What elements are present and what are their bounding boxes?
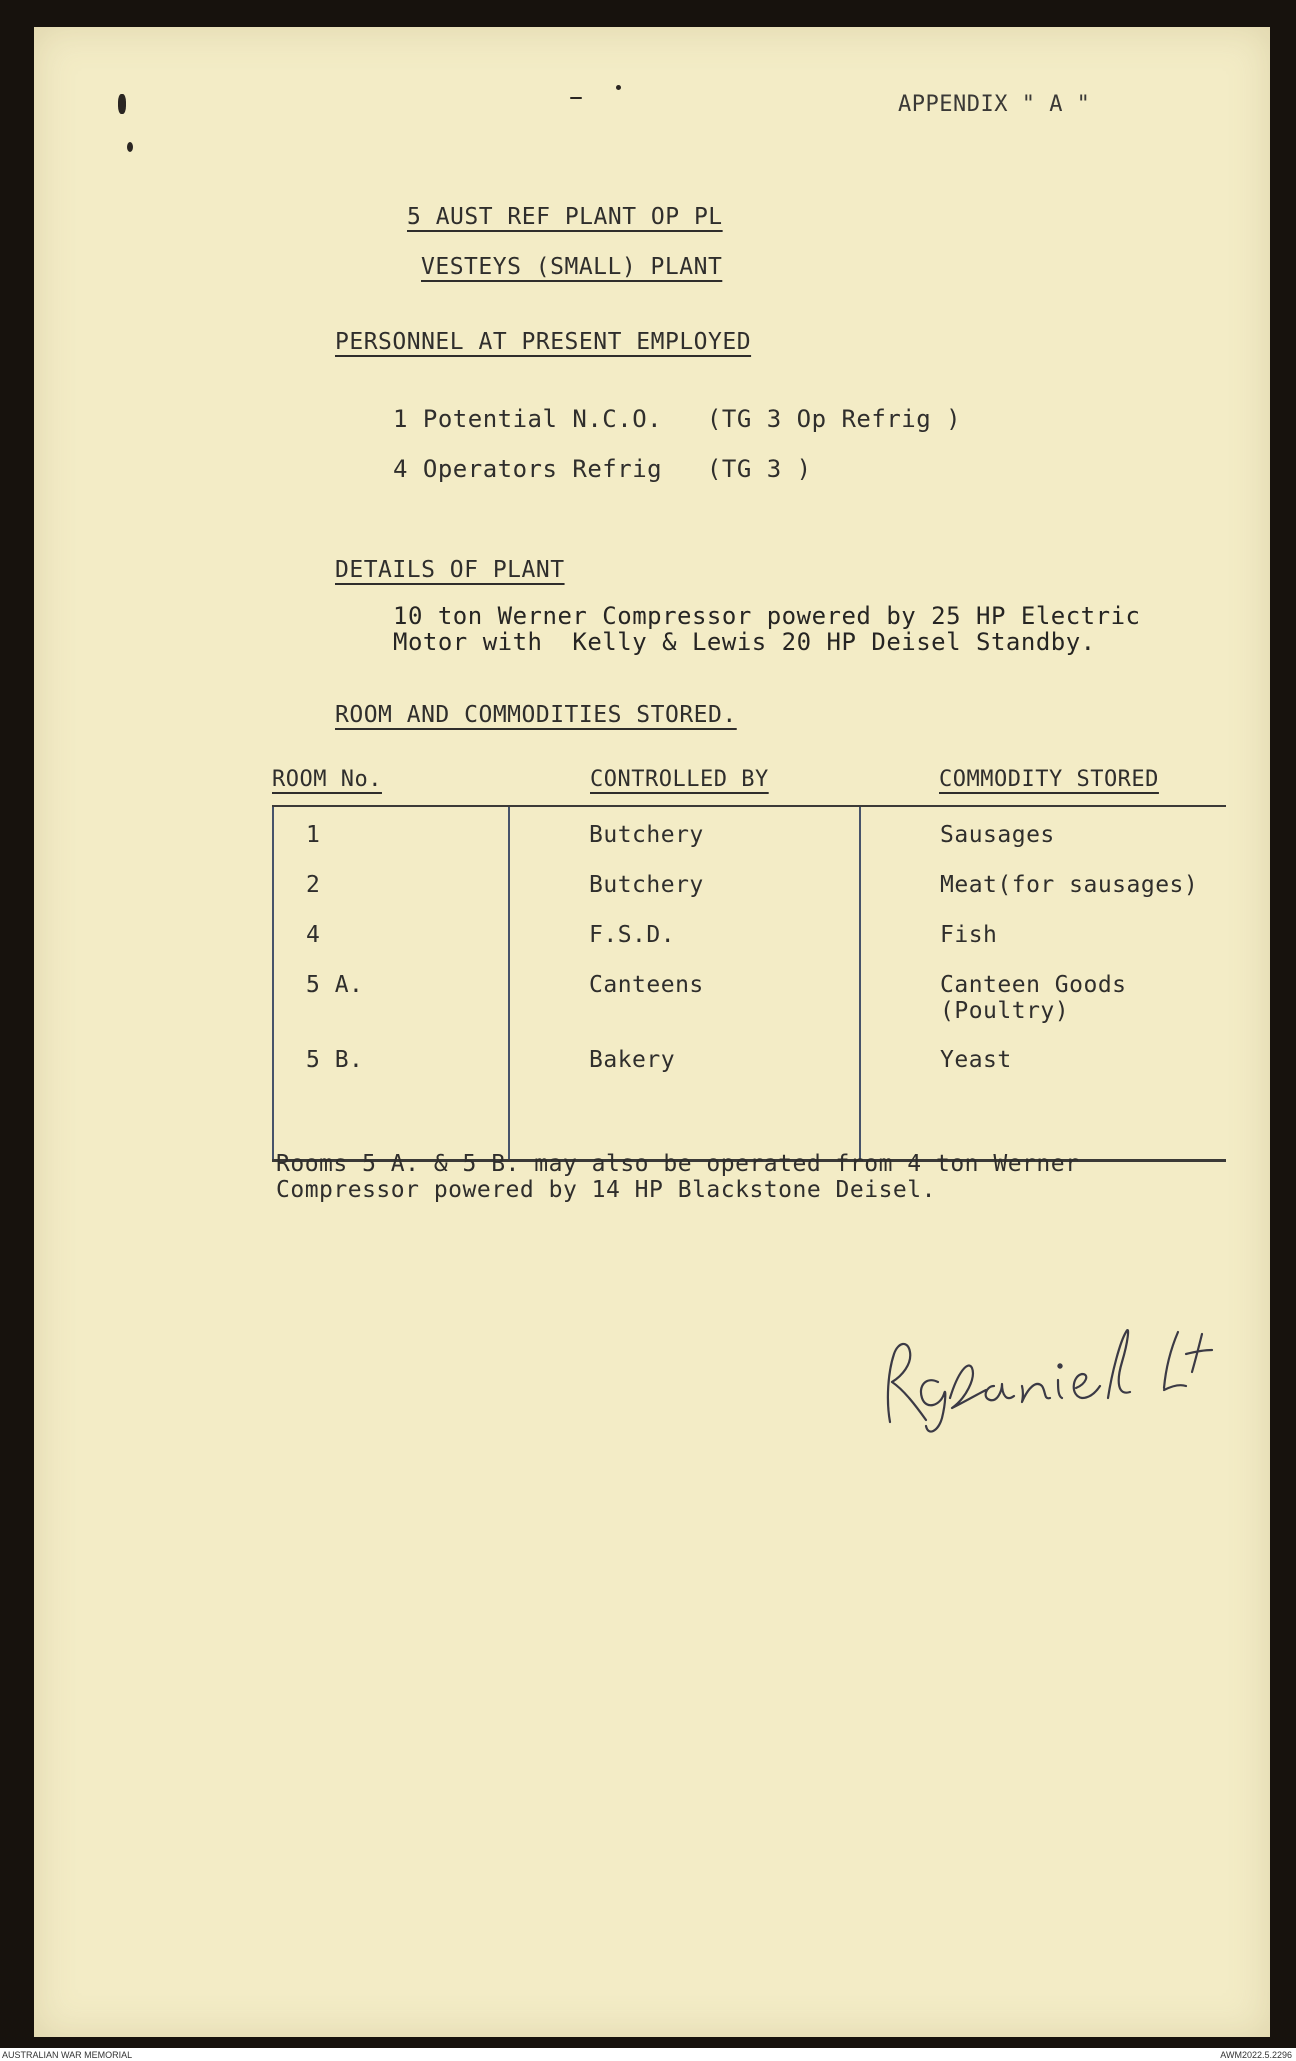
table-rule-col2 [859, 807, 861, 1159]
table-cell-controlled-by: Butchery [589, 872, 704, 898]
column-header-room: ROOM No. [272, 767, 382, 792]
table-rule-top [272, 805, 1226, 807]
table-cell-commodity: Sausages [940, 822, 1055, 848]
ink-speck [616, 85, 621, 90]
ink-speck [570, 97, 582, 99]
table-rule-col1 [508, 807, 510, 1159]
details-text-line: 10 ton Werner Compressor powered by 25 HP Electric [393, 602, 1141, 630]
column-header-commodity: COMMODITY STORED [939, 767, 1159, 792]
footer-catalogue-number: AWM2022.5.2296 [1220, 2050, 1292, 2060]
details-heading: DETAILS OF PLANT [335, 557, 565, 583]
table-cell-room: 1 [306, 822, 321, 848]
rooms-heading: ROOM AND COMMODITIES STORED. [335, 702, 737, 728]
document-title: 5 AUST REF PLANT OP PL [407, 204, 723, 230]
column-header-controlled-by: CONTROLLED BY [590, 767, 769, 792]
table-cell-room: 5 A. [306, 972, 364, 998]
details-text-line: Motor with Kelly & Lewis 20 HP Deisel Standby. [393, 628, 1096, 656]
table-cell-commodity: Canteen Goods (Poultry) [940, 972, 1127, 1024]
table-cell-room: 2 [306, 872, 321, 898]
table-cell-room: 4 [306, 922, 321, 948]
ink-speck [127, 142, 133, 152]
personnel-item: 1 Potential N.C.O. (TG 3 Op Refrig ) [393, 405, 962, 433]
table-cell-commodity: Meat(for sausages) [940, 872, 1199, 898]
personnel-item: 4 Operators Refrig (TG 3 ) [393, 455, 812, 483]
footer-institution: AUSTRALIAN WAR MEMORIAL [2, 2050, 133, 2060]
document-subtitle: VESTEYS (SMALL) PLANT [421, 254, 723, 280]
table-cell-commodity: Fish [940, 922, 998, 948]
appendix-label: APPENDIX " A " [898, 92, 1091, 117]
document-page [34, 27, 1270, 2037]
table-cell-controlled-by: Butchery [589, 822, 704, 848]
table-cell-room: 5 B. [306, 1047, 364, 1073]
rooms-table [272, 767, 1226, 1167]
note-text-line: Rooms 5 A. & 5 B. may also be operated from 4 ton Werner [276, 1151, 1080, 1177]
table-rule-left [272, 807, 274, 1159]
handwritten-signature [846, 1302, 1226, 1442]
table-cell-controlled-by: Canteens [589, 972, 704, 998]
note-text-line: Compressor powered by 14 HP Blackstone Deisel. [276, 1177, 936, 1203]
table-cell-commodity: Yeast [940, 1047, 1012, 1073]
personnel-heading: PERSONNEL AT PRESENT EMPLOYED [335, 329, 752, 355]
table-cell-controlled-by: Bakery [589, 1047, 676, 1073]
ink-speck [118, 94, 126, 114]
table-cell-controlled-by: F.S.D. [589, 922, 676, 948]
